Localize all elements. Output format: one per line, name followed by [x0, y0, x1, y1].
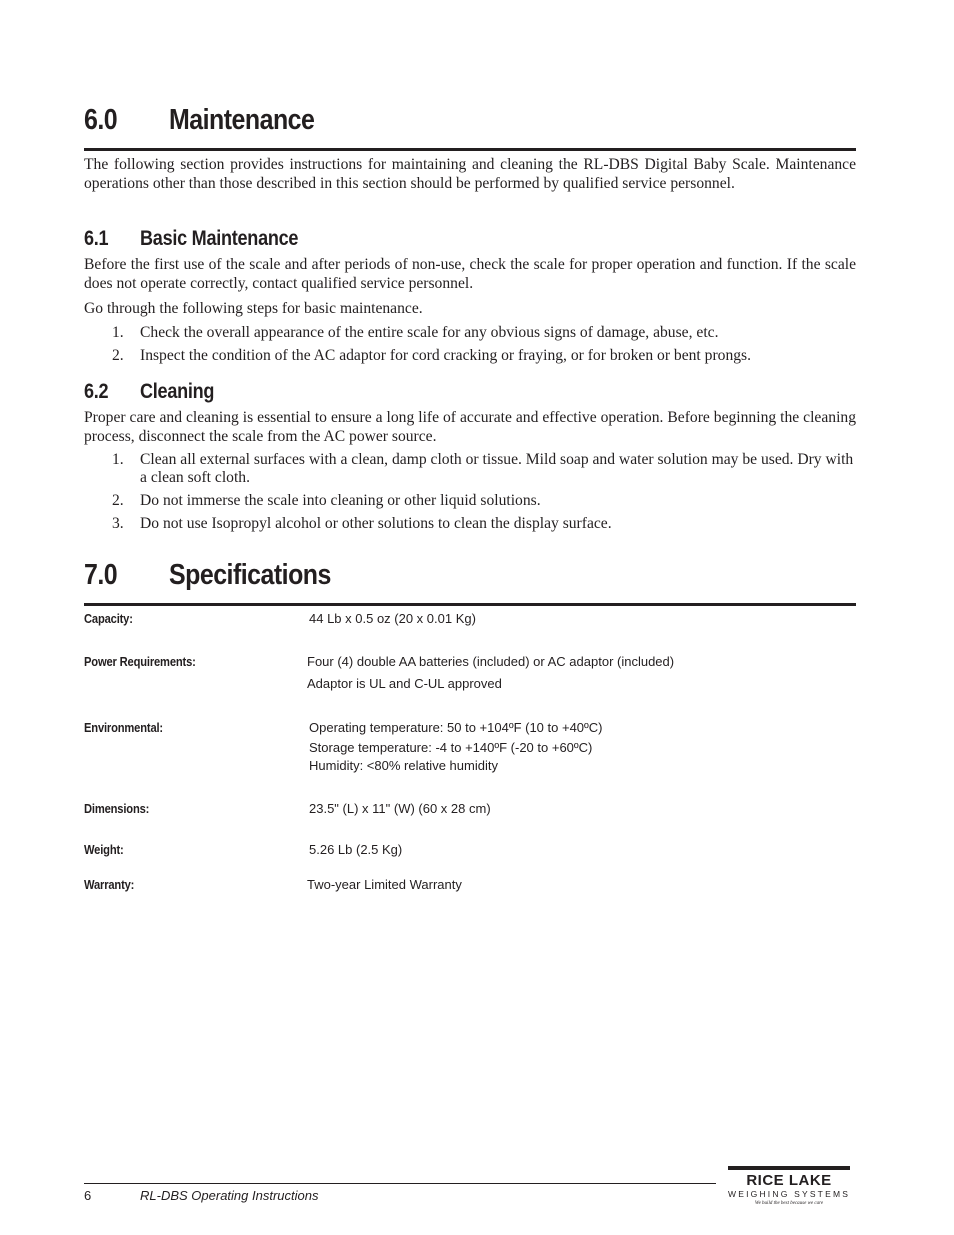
spec-value-environmental-3: Humidity: <80% relative humidity — [309, 758, 498, 773]
section-number: 7.0 — [84, 559, 118, 591]
list-text: Clean all external surfaces with a clean, damp cloth or tissue. Mild soap and water solution may be used. Dry with a clean soft cloth. — [140, 451, 854, 486]
logo-wordmark: RICE LAKE — [746, 1172, 832, 1189]
document-title: RL-DBS Operating Instructions — [140, 1188, 319, 1203]
section-heading-maintenance — [84, 104, 856, 151]
list-text: Check the overall appearance of the entire scale for any obvious signs of damage, abuse, etc. — [140, 324, 719, 341]
footer-rule — [84, 1183, 716, 1184]
logo-subtitle: WEIGHING SYSTEMS — [728, 1189, 851, 1199]
section-heading-specifications — [84, 559, 856, 606]
spec-value-dimensions: 23.5" (L) x 11" (W) (60 x 28 cm) — [309, 801, 491, 816]
spec-value-weight: 5.26 Lb (2.5 Kg) — [309, 842, 403, 857]
list-number: 2. — [112, 492, 124, 509]
list-text: Do not immerse the scale into cleaning or other liquid solutions. — [140, 492, 541, 509]
list-text: Do not use Isopropyl alcohol or other solutions to clean the display surface. — [140, 515, 612, 532]
spec-label-capacity: Capacity: — [84, 611, 133, 626]
section-title: Maintenance — [169, 104, 315, 136]
subsection-title: Cleaning — [140, 380, 215, 403]
list-text: Inspect the condition of the AC adaptor for cord cracking or fraying, or for broken or bent prongs. — [140, 347, 752, 364]
spec-label-power: Power Requirements: — [84, 654, 196, 669]
basic-paragraph-1: Before the first use of the scale and after periods of non-use, check the scale for proper operation and function. If the scale does not operate correctly, contact qualified service personnel. — [84, 256, 856, 292]
spec-label-environmental: Environmental: — [84, 720, 163, 735]
basic-paragraph-2: Go through the following steps for basic maintenance. — [84, 300, 423, 317]
cleaning-paragraph-1: Proper care and cleaning is essential to ensure a long life of accurate and effective operation. Before beginning the cleaning process, disconnect the scale from the AC power source. — [84, 409, 856, 445]
spec-label-warranty: Warranty: — [84, 877, 135, 892]
section-number: 6.0 — [84, 104, 118, 136]
logo-tagline: We build the best because we care — [754, 1201, 824, 1206]
spec-label-weight: Weight: — [84, 842, 124, 857]
list-number: 3. — [112, 515, 124, 532]
logo-bar — [728, 1166, 850, 1170]
spec-value-capacity: 44 Lb x 0.5 oz (20 x 0.01 Kg) — [309, 611, 476, 626]
spec-value-environmental-2: Storage temperature: -4 to +140ºF (-20 to +60ºC) — [309, 740, 593, 755]
subsection-number: 6.2 — [84, 380, 109, 403]
maintenance-intro: The following section provides instructions for maintaining and cleaning the RL-DBS Digital Baby Scale. Maintenance operations other than those described in this section should be performed by qualified service personnel. — [84, 156, 856, 192]
page-number: 6 — [84, 1188, 92, 1203]
spec-label-dimensions: Dimensions: — [84, 801, 150, 816]
list-number: 2. — [112, 347, 124, 364]
list-number: 1. — [112, 451, 124, 468]
list-number: 1. — [112, 324, 124, 341]
rice-lake-logo — [724, 1164, 852, 1210]
section-title: Specifications — [169, 559, 331, 591]
spec-value-environmental-1: Operating temperature: 50 to +104ºF (10 to +40ºC) — [309, 720, 603, 735]
spec-value-power-1: Four (4) double AA batteries (included) or AC adaptor (included) — [307, 654, 675, 669]
spec-value-power-2: Adaptor is UL and C-UL approved — [307, 676, 502, 691]
subsection-number: 6.1 — [84, 227, 109, 250]
spec-value-warranty: Two-year Limited Warranty — [307, 877, 462, 892]
subsection-title: Basic Maintenance — [140, 227, 299, 250]
